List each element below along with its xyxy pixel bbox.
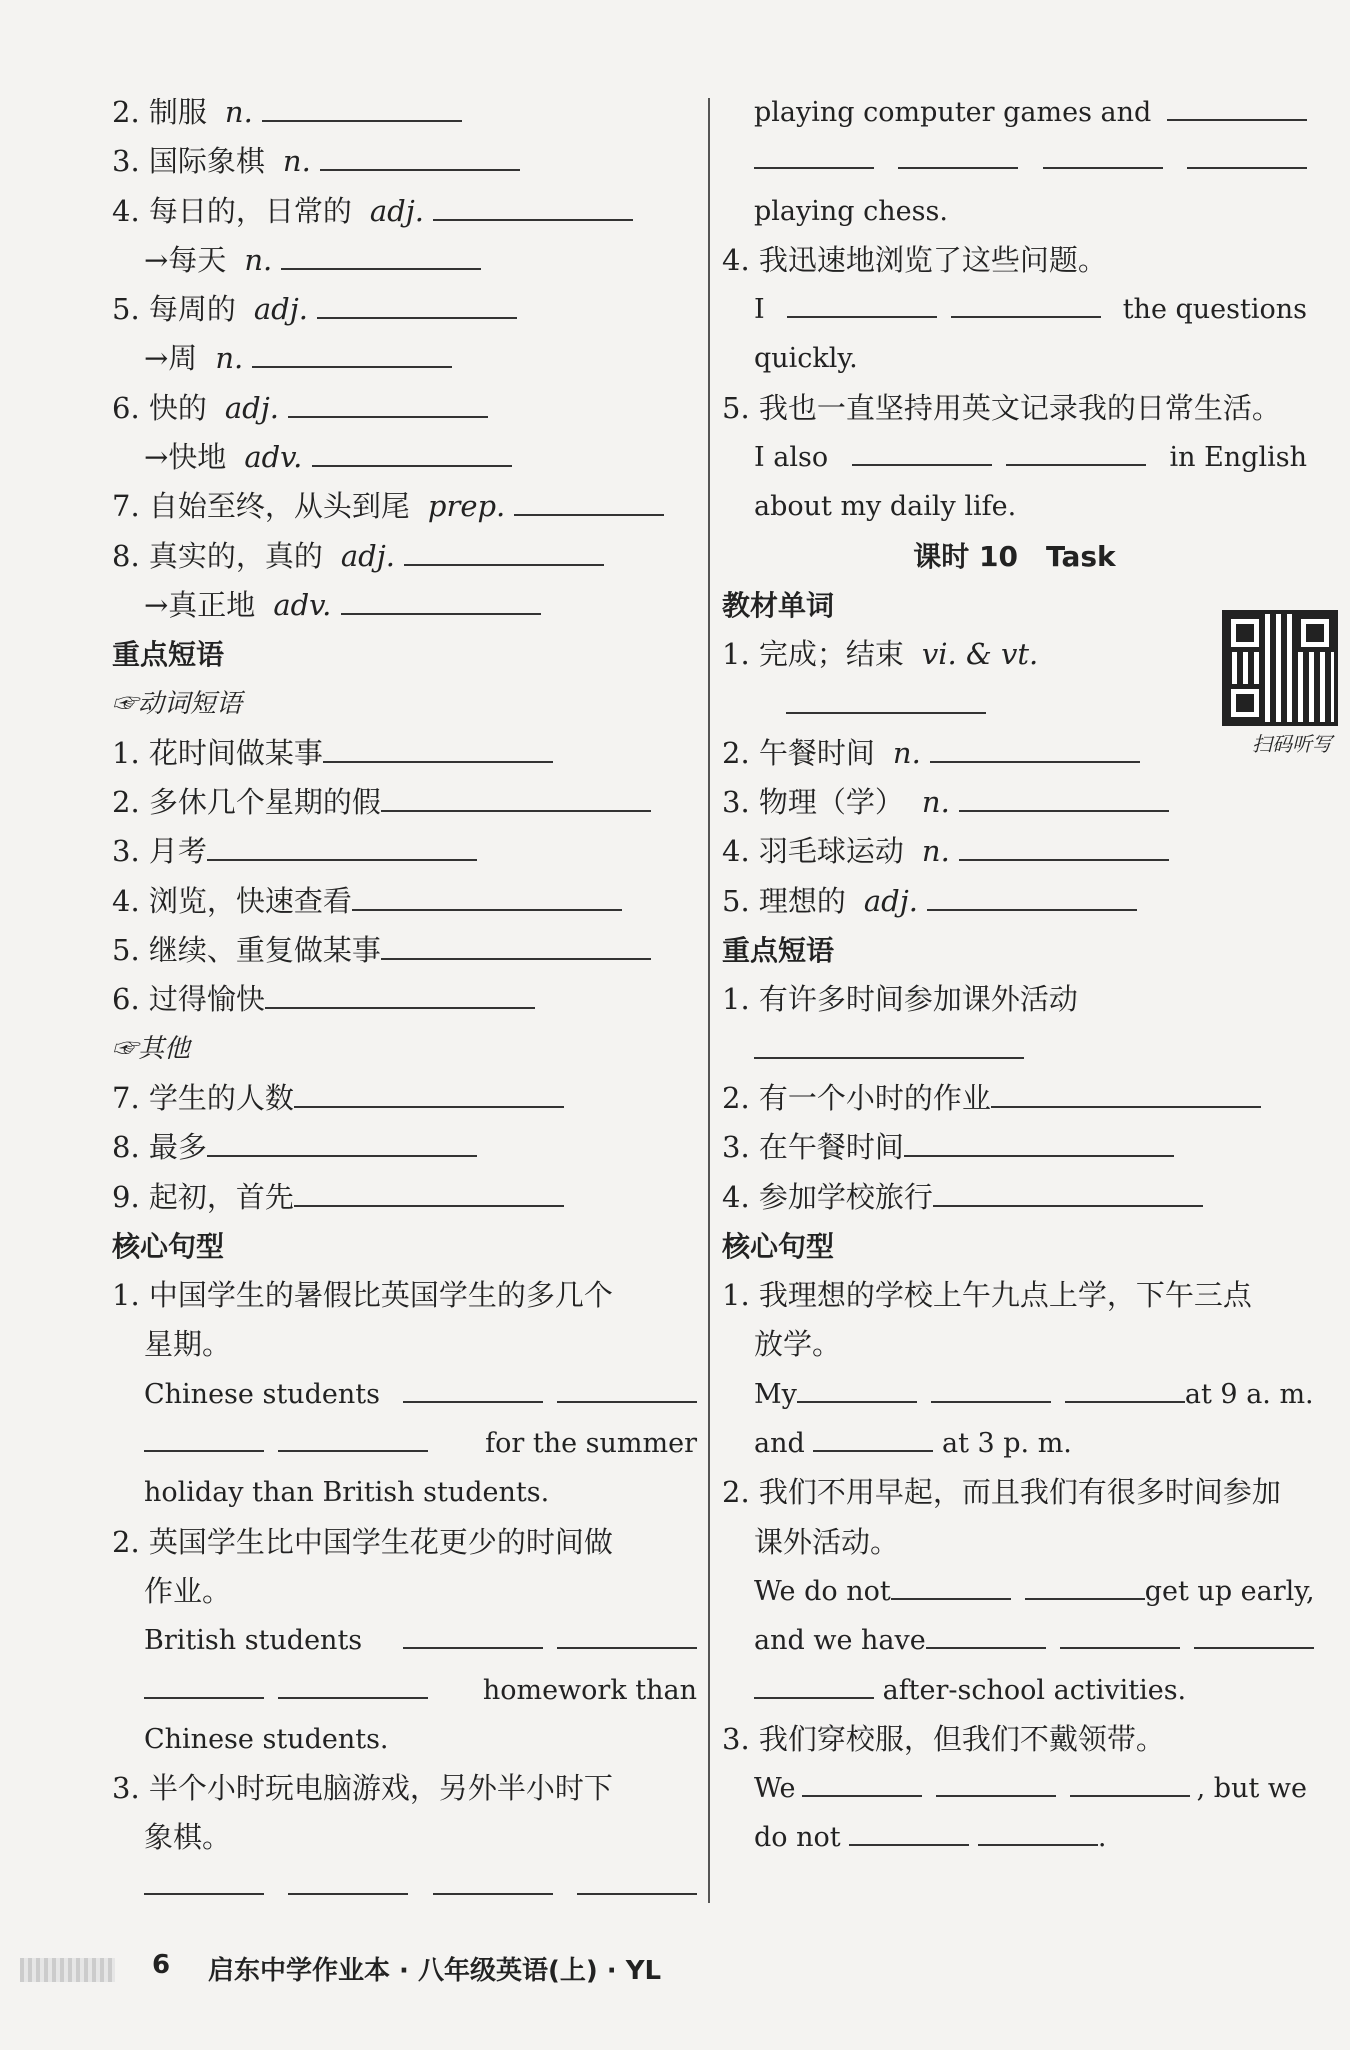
footer-decoration — [20, 1958, 115, 1982]
sentence-answer: homework than — [112, 1666, 697, 1715]
answer-blank[interactable] — [381, 780, 651, 812]
section-heading: 重点短语 — [112, 638, 225, 672]
vocab-item: 2. 制服 n. — [112, 88, 697, 137]
answer-blank[interactable] — [514, 484, 664, 516]
answer-blank[interactable] — [754, 1027, 1024, 1059]
qr-label: 扫码听写 — [1252, 732, 1332, 756]
answer-blank[interactable] — [930, 731, 1140, 763]
vocab-item: 7. 自始至终，从头到尾 prep. — [112, 482, 697, 531]
phrase-item: 9. 起初，首先 — [112, 1173, 697, 1222]
sentence-prompt: 2. 我们不用早起，而且我们有很多时间参加 — [722, 1475, 1281, 1510]
answer-blank[interactable] — [317, 287, 517, 319]
phrase-item: 7. 学生的人数 — [112, 1074, 697, 1123]
answer-blank[interactable] — [288, 386, 488, 418]
answer-blank[interactable] — [403, 1617, 543, 1649]
book-title: 启东中学作业本 · 八年级英语(上) · YL — [208, 1956, 662, 1986]
sentence-answer: We do not get up early, — [722, 1567, 1307, 1616]
answer-blank[interactable] — [207, 1125, 477, 1157]
answer-blank[interactable] — [787, 286, 937, 318]
phrase-item: 4. 参加学校旅行 — [722, 1173, 1307, 1222]
answer-blank[interactable] — [813, 1420, 933, 1452]
vocab-item: 2. 午餐时间 n. — [722, 729, 1307, 778]
phrase-item: 6. 过得愉快 — [112, 975, 697, 1024]
vocab-item: →每天 n. — [112, 236, 697, 285]
sentence-prompt: 象棋。 — [144, 1820, 232, 1855]
answer-blank[interactable] — [320, 139, 520, 171]
phrase-item: 3. 在午餐时间 — [722, 1123, 1307, 1172]
vocab-item: 5. 理想的 adj. — [722, 877, 1307, 926]
column-divider — [708, 98, 710, 1903]
page-footer — [0, 1950, 1350, 1990]
sentence-prompt: 课外活动。 — [754, 1524, 900, 1559]
sentence-prompt: 星期。 — [144, 1327, 232, 1362]
qr-finder-icon — [1226, 684, 1264, 722]
answer-blank[interactable] — [403, 1371, 543, 1403]
right-column — [722, 88, 1315, 1863]
sentence-answer: playing computer games and — [722, 88, 1307, 137]
answer-blank[interactable] — [352, 879, 622, 911]
sentence-answer: Chinese students. — [144, 1723, 389, 1755]
answer-blank[interactable] — [786, 682, 986, 714]
sentence-answer — [112, 1863, 697, 1912]
sentence-answer: and at 3 p. m. — [722, 1419, 1307, 1468]
page-number: 6 — [152, 1950, 171, 1980]
sentence-answer: Chinese students — [112, 1370, 697, 1419]
qr-code-icon[interactable] — [1222, 610, 1338, 726]
sentence-answer: about my daily life. — [754, 491, 1017, 523]
qr-finder-icon — [1226, 614, 1264, 652]
answer-blank[interactable] — [936, 1765, 1056, 1797]
lesson-title: 课时 10 Task — [913, 539, 1116, 573]
sentence-answer: I also in English — [722, 433, 1307, 482]
answer-blank[interactable] — [577, 1863, 697, 1895]
sentence-answer: for the summer — [112, 1419, 697, 1468]
answer-blank[interactable] — [1060, 1617, 1180, 1649]
answer-blank[interactable] — [278, 1420, 428, 1452]
subsection-heading: ☞动词短语 — [112, 688, 243, 719]
answer-blank[interactable] — [959, 829, 1169, 861]
sentence-prompt: 4. 我迅速地浏览了这些问题。 — [722, 242, 1107, 277]
answer-blank[interactable] — [802, 1765, 922, 1797]
answer-blank[interactable] — [1187, 137, 1307, 169]
phrase-item: 5. 继续、重复做某事 — [112, 926, 697, 975]
vocab-item: 1. 完成；结束 vi. & vt. — [722, 637, 1039, 672]
sentence-answer: I the questions — [722, 285, 1307, 334]
answer-blank[interactable] — [926, 1617, 1046, 1649]
vocab-item: 8. 真实的，真的 adj. — [112, 532, 697, 581]
answer-blank[interactable] — [1025, 1568, 1145, 1600]
vocab-item: 3. 物理（学） n. — [722, 778, 1307, 827]
answer-blank[interactable] — [433, 1863, 553, 1895]
sentence-answer: and we have — [722, 1616, 1307, 1665]
answer-blank[interactable] — [1006, 434, 1146, 466]
answer-blank[interactable] — [849, 1814, 969, 1846]
answer-blank[interactable] — [323, 731, 553, 763]
vocab-item: →快地 adv. — [112, 433, 697, 482]
answer-blank[interactable] — [381, 928, 651, 960]
sentence-prompt: 3. 半个小时玩电脑游戏，另外半小时下 — [112, 1771, 613, 1806]
answer-blank[interactable] — [904, 1125, 1174, 1157]
answer-blank[interactable] — [404, 534, 604, 566]
answer-blank[interactable] — [252, 336, 452, 368]
answer-blank[interactable] — [991, 1076, 1261, 1108]
vocab-item: 5. 每周的 adj. — [112, 285, 697, 334]
answer-blank[interactable] — [294, 1175, 564, 1207]
phrase-item: 1. 有许多时间参加课外活动 — [722, 982, 1078, 1017]
answer-blank[interactable] — [144, 1863, 264, 1895]
phrase-item: 2. 多休几个星期的假 — [112, 778, 697, 827]
section-heading: 核心句型 — [112, 1229, 225, 1263]
sentence-prompt: 放学。 — [754, 1327, 842, 1362]
sentence-prompt: 1. 中国学生的暑假比英国学生的多几个 — [112, 1278, 613, 1313]
sentence-prompt: 2. 英国学生比中国学生花更少的时间做 — [112, 1524, 613, 1559]
answer-blank[interactable] — [1070, 1765, 1190, 1797]
sentence-answer: British students — [112, 1616, 697, 1665]
phrase-item: 8. 最多 — [112, 1123, 697, 1172]
qr-finder-icon — [1296, 614, 1334, 652]
answer-blank[interactable] — [754, 137, 874, 169]
left-column — [112, 88, 697, 1912]
sentence-answer: My at 9 a. m. — [722, 1370, 1307, 1419]
vocab-blank-row — [722, 1025, 1307, 1074]
sentence-answer: quickly. — [754, 343, 858, 375]
answer-blank[interactable] — [557, 1371, 697, 1403]
answer-blank[interactable] — [754, 1667, 874, 1699]
answer-blank[interactable] — [1043, 137, 1163, 169]
vocab-item: 4. 羽毛球运动 n. — [722, 827, 1307, 876]
sentence-prompt: 作业。 — [144, 1573, 232, 1608]
section-heading: 教材单词 — [722, 588, 835, 622]
answer-blank[interactable] — [927, 879, 1137, 911]
vocab-item: 3. 国际象棋 n. — [112, 137, 697, 186]
answer-blank[interactable] — [288, 1863, 408, 1895]
vocab-item: 4. 每日的，日常的 adj. — [112, 187, 697, 236]
phrase-item: 1. 花时间做某事 — [112, 729, 697, 778]
answer-blank[interactable] — [278, 1667, 428, 1699]
sentence-answer — [722, 137, 1307, 186]
answer-blank[interactable] — [1194, 1617, 1314, 1649]
sentence-answer: do not . — [722, 1813, 1307, 1862]
answer-blank[interactable] — [265, 977, 535, 1009]
answer-blank[interactable] — [797, 1371, 917, 1403]
vocab-blank-row — [722, 680, 1307, 729]
answer-blank[interactable] — [433, 189, 633, 221]
answer-blank[interactable] — [294, 1076, 564, 1108]
sentence-answer: holiday than British students. — [144, 1477, 550, 1509]
vocab-item: →真正地 adv. — [112, 581, 697, 630]
answer-blank[interactable] — [933, 1175, 1203, 1207]
answer-blank[interactable] — [978, 1814, 1098, 1846]
vocab-item: 6. 快的 adj. — [112, 384, 697, 433]
answer-blank[interactable] — [312, 435, 512, 467]
answer-blank[interactable] — [144, 1667, 264, 1699]
section-heading: 重点短语 — [722, 934, 835, 968]
phrase-item: 2. 有一个小时的作业 — [722, 1074, 1307, 1123]
sentence-answer: We , but we — [722, 1764, 1307, 1813]
answer-blank[interactable] — [557, 1617, 697, 1649]
answer-blank[interactable] — [891, 1568, 1011, 1600]
sentence-prompt: 5. 我也一直坚持用英文记录我的日常生活。 — [722, 390, 1281, 425]
answer-blank[interactable] — [1065, 1371, 1185, 1403]
answer-blank[interactable] — [341, 583, 541, 615]
phrase-item: 4. 浏览，快速查看 — [112, 877, 697, 926]
answer-blank[interactable] — [1167, 89, 1307, 121]
sentence-answer: after-school activities. — [722, 1666, 1307, 1715]
answer-blank[interactable] — [931, 1371, 1051, 1403]
vocab-item: →周 n. — [112, 334, 697, 383]
sentence-prompt: 1. 我理想的学校上午九点上学，下午三点 — [722, 1278, 1252, 1313]
answer-blank[interactable] — [144, 1420, 264, 1452]
section-heading: 核心句型 — [722, 1229, 835, 1263]
sentence-answer: playing chess. — [754, 195, 948, 227]
subsection-heading: ☞其他 — [112, 1033, 191, 1064]
answer-blank[interactable] — [959, 780, 1169, 812]
answer-blank[interactable] — [281, 238, 481, 270]
answer-blank[interactable] — [898, 137, 1018, 169]
sentence-prompt: 3. 我们穿校服，但我们不戴领带。 — [722, 1721, 1165, 1756]
answer-blank[interactable] — [852, 434, 992, 466]
phrase-item: 3. 月考 — [112, 827, 697, 876]
answer-blank[interactable] — [207, 829, 477, 861]
answer-blank[interactable] — [262, 90, 462, 122]
answer-blank[interactable] — [951, 286, 1101, 318]
